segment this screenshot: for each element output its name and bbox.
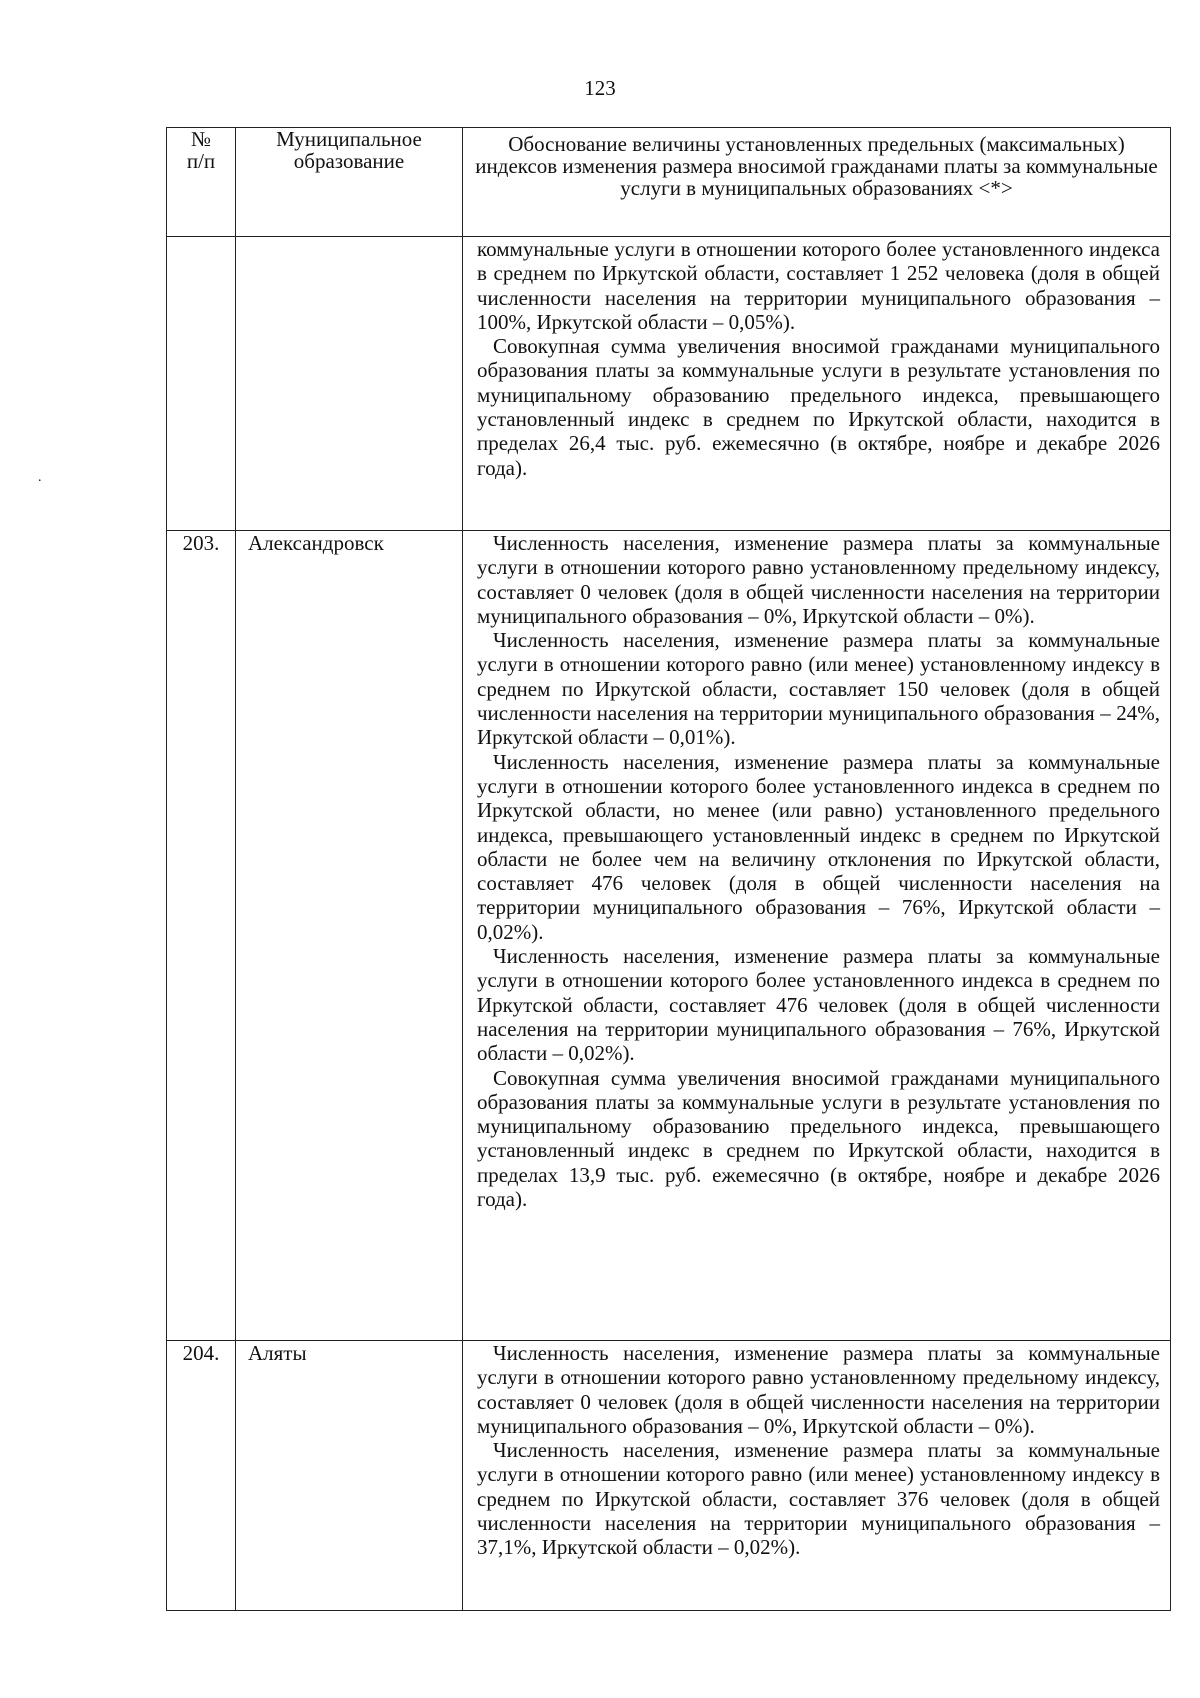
row-justification bbox=[463, 1341, 1171, 1611]
paragraph: Совокупная сумма увеличения вносимой гражданами муниципального образования платы за коммунальные услуги в результате установления по муниципальному образованию предельного индекса, превышающего установленный индекс в среднем по Иркутской области, находится в пределах 26,4 тыс. руб. ежемесячно (в октябре, ноябре и декабре 2026 года). bbox=[477, 334, 1160, 480]
paragraph: Численность населения, изменение размера платы за коммунальные услуги в отношении которого более установленного индекса в среднем по Иркутской области, составляет 476 человек (доля в общей численности населения на территории муниципального образования – 76%, Иркутской области – 0,02%). bbox=[477, 944, 1160, 1066]
paragraph: Численность населения, изменение размера платы за коммунальные услуги в отношении которого равно установленному предельному индексу, составляет 0 человек (доля в общей численности населения на территории муниципального образования – 0%, Иркутской области – 0%). bbox=[477, 1341, 1160, 1438]
table-row bbox=[167, 1341, 1171, 1611]
row-justification bbox=[463, 237, 1171, 531]
document-table bbox=[166, 127, 1171, 1611]
page-number: 123 bbox=[584, 76, 616, 100]
paragraph: Численность населения, изменение размера платы за коммунальные услуги в отношении которого более установленного индекса в среднем по Иркутской области, но менее (или равно) установленного предельного индекса, превышающего установленный индекс в среднем по Иркутской области не более чем на величину отклонения по Иркутской области, составляет 476 человек (доля в общей численности населения на территории муниципального образования – 76%, Иркутской области – 0,02%). bbox=[477, 749, 1160, 944]
header-number bbox=[167, 128, 236, 237]
paragraph: Численность населения, изменение размера платы за коммунальные услуги в отношении которого равно (или менее) установленному индексу в среднем по Иркутской области, составляет 376 человек (доля в общей численности населения на территории муниципального образования – 37,1%, Иркутской области – 0,02%). bbox=[477, 1438, 1160, 1560]
row-number: 203. bbox=[167, 531, 236, 1341]
row-number bbox=[167, 237, 236, 531]
paragraph: коммунальные услуги в отношении которого более установленного индекса в среднем по Иркутской области, составляет 1 252 человека (доля в общей численности населения на территории муниципального образования – 100%, Иркутской области – 0,05%). bbox=[477, 237, 1160, 334]
paragraph: Численность населения, изменение размера платы за коммунальные услуги в отношении которого равно (или менее) установленному индексу в среднем по Иркутской области, составляет 150 человек (доля в общей численности населения на территории муниципального образования – 24%, Иркутской области – 0,01%). bbox=[477, 628, 1160, 750]
table-header-row bbox=[167, 128, 1171, 237]
table-row bbox=[167, 531, 1171, 1341]
row-municipality: Аляты bbox=[236, 1341, 463, 1611]
row-justification bbox=[463, 531, 1171, 1341]
header-municipality bbox=[236, 128, 463, 237]
header-number-text: № п/п bbox=[186, 127, 216, 173]
row-municipality bbox=[236, 237, 463, 531]
header-municipality-text: Муниципальное образование bbox=[276, 127, 422, 173]
row-municipality: Александровск bbox=[236, 531, 463, 1341]
paragraph: Численность населения, изменение размера платы за коммунальные услуги в отношении которого равно установленному предельному индексу, составляет 0 человек (доля в общей численности населения на территории муниципального образования – 0%, Иркутской области – 0%). bbox=[477, 531, 1160, 628]
header-justification bbox=[463, 128, 1171, 237]
table-row bbox=[167, 237, 1171, 531]
margin-mark: . bbox=[38, 470, 42, 485]
row-number: 204. bbox=[167, 1341, 236, 1611]
paragraph: Совокупная сумма увеличения вносимой гражданами муниципального образования платы за коммунальные услуги в результате установления по муниципальному образованию предельного индекса, превышающего установленный индекс в среднем по Иркутской области, находится в пределах 13,9 тыс. руб. ежемесячно (в октябре, ноябре и декабре 2026 года). bbox=[477, 1065, 1160, 1212]
header-justification-text: Обоснование величины установленных предельных (максимальных) индексов изменения размера вносимой гражданами платы за коммунальные услуги в муниципальных образованиях <*> bbox=[475, 132, 1158, 200]
